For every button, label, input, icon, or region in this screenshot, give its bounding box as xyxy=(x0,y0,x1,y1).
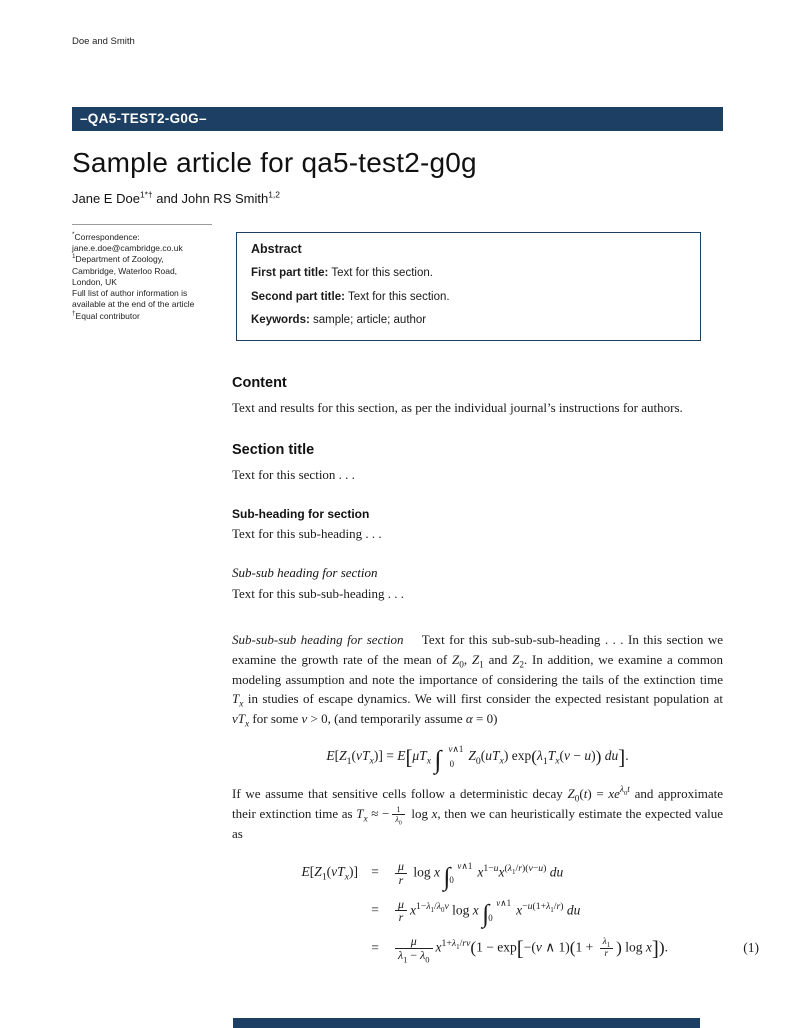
display-equation: $E[Z_1(vT_x)] = E[\mu T_x$ ∫ v∧1 0 $Z_0(uT_x) \exp(\lambda_1T_x(v - u))$ du]. xyxy=(326,744,629,775)
equation-line-3 xyxy=(240,934,759,965)
sub-heading-paragraph: Text for this sub-heading . . . xyxy=(232,525,382,541)
content-paragraph: Text and results for this section, as per the individual journal’s instructions for authors. xyxy=(232,400,683,416)
section-heading-content: Content xyxy=(232,375,287,392)
abstract-item-first-part xyxy=(251,265,686,282)
article-title: Sample article for qa5-test2-g0g xyxy=(72,147,477,178)
section-paragraph: Text for this section . . . xyxy=(232,466,355,482)
sub-sub-sub-heading: Sub-sub-sub heading for section xyxy=(232,632,404,648)
correspondence-label: *Correspondence: xyxy=(72,231,140,242)
equal-contributor-note: †Equal contributor xyxy=(72,309,140,321)
equals-sign: = xyxy=(371,864,379,880)
equation-rhs: $\frac{\mu}{r}$ $x^{1-\lambda_1/\lambda_0v}$ log x ∫ v∧1 0 $x^{-u(1+\lambda_1/r)}$ du xyxy=(392,898,580,925)
abstract-item-text: sample; article; author xyxy=(313,314,427,327)
correspondence-email: jane.e.doe@cambridge.co.uk xyxy=(72,243,183,254)
header-row xyxy=(72,232,723,341)
abstract-item-label: Keywords: xyxy=(251,314,310,327)
correspondence-note xyxy=(72,232,224,341)
abstract-item-label: Second part title: xyxy=(251,290,345,303)
section-heading-section-title: Section title xyxy=(232,441,315,458)
equation-rhs: $\frac{\mu}{\lambda_1 - \lambda_0}$ $x^{1+\lambda_1/rv}(1 - \exp[-(v$ ∧ 1)(1 + $\frac{\lambda_1}{r}$ ) log x]). xyxy=(392,935,668,962)
authors-line: Jane E Doe$^{1*\dagger}$ and John RS Smith$^{1,2}$ xyxy=(72,189,280,206)
main-column xyxy=(232,375,759,965)
equation-line-2 xyxy=(240,896,723,929)
equation-line-1 xyxy=(240,859,723,891)
journal-banner xyxy=(72,107,723,131)
footer-bar xyxy=(233,1018,700,1028)
sub-heading: Sub-heading for section xyxy=(232,506,370,521)
aligned-equation-block xyxy=(240,859,759,965)
author-info-note-1: Full list of author information is xyxy=(72,288,188,299)
abstract-item-text: Text for this section. xyxy=(347,290,450,303)
abstract-item-second-part xyxy=(251,289,686,306)
sub-sub-heading-paragraph: Text for this sub-sub-heading . . . xyxy=(232,586,405,602)
equals-sign: = xyxy=(371,902,379,918)
equals-sign: = xyxy=(371,939,379,955)
author-info-note-2: available at the end of the article xyxy=(72,299,195,310)
footnote-rule xyxy=(72,224,212,225)
abstract-item-keywords xyxy=(251,312,686,329)
estimate-paragraph: If we assume that sensitive cells follow a deterministic decay $Z_0(t) = xe^{\lambda_0t}$ and approximate their extinction time as $T_x$ ≈ − $\frac{1}{\lambda_0}$ log x, then we can heuristically estimate the expected value as xyxy=(232,785,723,842)
equation-number: (1) xyxy=(743,939,759,955)
abstract-item-text: Text for this section. xyxy=(331,267,433,279)
affiliation-line-3: London, UK xyxy=(72,276,117,287)
sub-sub-sub-paragraph xyxy=(232,630,723,729)
abstract-box xyxy=(236,232,701,341)
abstract-heading: Abstract xyxy=(251,242,302,256)
affiliation-line-1: $^1$Department of Zoology, xyxy=(72,253,164,265)
running-head: Doe and Smith xyxy=(72,36,135,47)
equation-rhs: $\frac{\mu}{r}$ log x ∫ v∧1 0 $x^{1-u}x^{(\lambda_1/r)(v-u)}$ du xyxy=(392,860,563,887)
affiliation-line-2: Cambridge, Waterloo Road, xyxy=(72,265,178,276)
sub-sub-heading: Sub-sub heading for section xyxy=(232,565,378,581)
abstract-item-label: First part title: xyxy=(251,267,329,279)
banner-label: –QA5-TEST2-G0G– xyxy=(80,111,207,126)
sub-sub-sub-body: Text for this sub-sub-sub-heading . . . In this section we examine the growth rate of the mean of $Z_0$, $Z_1$ and $Z_2$. In addition, we examine a common modeling assumption and note the importance of considering the tails of the extinction time $T_x$ in studies of escape dynamics. We will first consider the expected resistant population at $vT_x$ for some v > 0, (and temporarily assume α = 0) xyxy=(232,632,724,730)
equation-lhs: $E[Z_1(vT_x)]$ xyxy=(301,864,358,884)
